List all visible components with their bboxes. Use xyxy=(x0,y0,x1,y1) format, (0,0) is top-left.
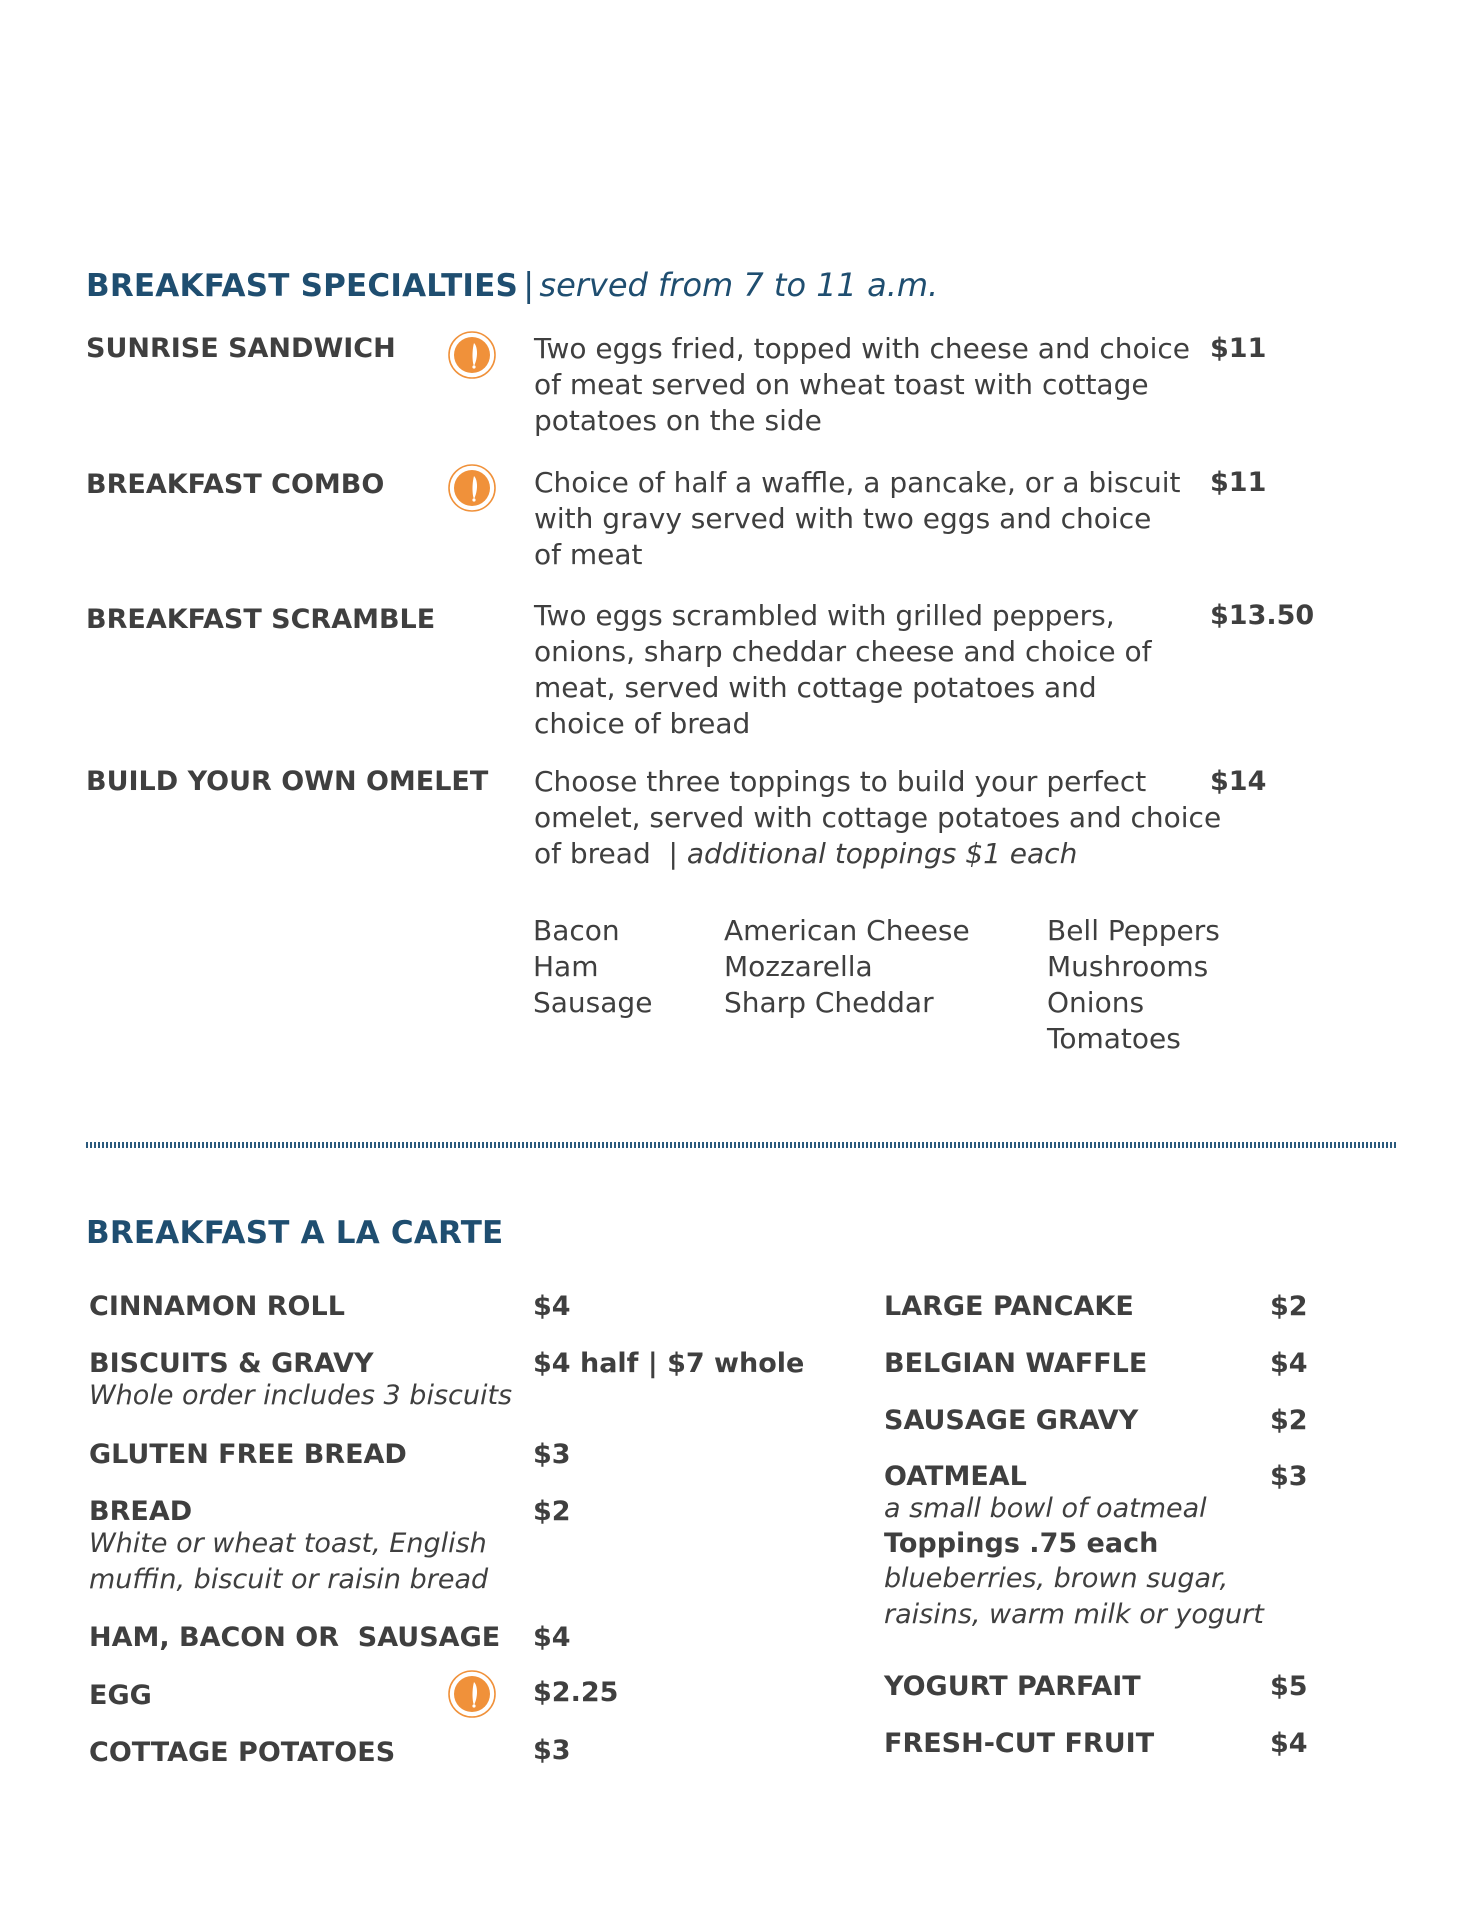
note-line: White or wheat toast, English xyxy=(89,1528,487,1559)
item-price-sausage-gravy: $2 xyxy=(1270,1405,1308,1436)
item-name-large-pancake: LARGE PANCAKE xyxy=(884,1291,1134,1322)
note-line: blueberries, brown sugar, xyxy=(884,1563,1229,1594)
item-name-oatmeal: OATMEAL xyxy=(884,1461,1027,1492)
item-name-cottage-potatoes: COTTAGE POTATOES xyxy=(89,1737,396,1768)
item-note-bread xyxy=(89,1526,488,1598)
item-name-breakfast-combo: BREAKFAST COMBO xyxy=(86,469,385,500)
desc-line: Two eggs scrambled with grilled peppers, xyxy=(534,599,1115,632)
item-price-egg: $2.25 xyxy=(533,1677,619,1708)
egg-icon xyxy=(447,330,497,380)
item-desc-build-omelet xyxy=(534,764,1221,872)
item-price-breakfast-combo: $11 xyxy=(1210,467,1267,498)
item-price-bread: $2 xyxy=(533,1496,571,1527)
topping-item: Sausage xyxy=(533,986,653,1019)
desc-line: omelet, served with cottage potatoes and choice xyxy=(534,801,1222,834)
oatmeal-toppings-label: Toppings .75 each xyxy=(884,1528,1159,1559)
item-desc-breakfast-scramble xyxy=(534,598,1152,742)
item-price-large-pancake: $2 xyxy=(1270,1291,1308,1322)
topping-item: Sharp Cheddar xyxy=(724,986,934,1019)
item-name-yogurt-parfait: YOGURT PARFAIT xyxy=(884,1671,1141,1702)
item-price-belgian-waffle: $4 xyxy=(1270,1348,1308,1379)
topping-item: Tomatoes xyxy=(1047,1022,1181,1055)
topping-item: Mushrooms xyxy=(1047,950,1209,983)
item-name-bread: BREAD xyxy=(89,1496,193,1527)
item-price-biscuits-gravy: $4 half | $7 whole xyxy=(533,1348,805,1379)
toppings-meats xyxy=(533,913,652,1021)
item-desc-breakfast-combo xyxy=(534,465,1180,573)
item-price-cottage-potatoes: $3 xyxy=(533,1735,571,1766)
note-line: raisins, warm milk or yogurt xyxy=(884,1599,1264,1630)
additional-toppings-note: additional toppings $1 each xyxy=(686,837,1078,870)
specialties-header xyxy=(86,265,938,304)
egg-icon xyxy=(447,1669,497,1719)
item-price-cinnamon-roll: $4 xyxy=(533,1291,571,1322)
item-name-biscuits-gravy: BISCUITS & GRAVY xyxy=(89,1348,374,1379)
section-subtitle-hours: served from 7 to 11 a.m. xyxy=(539,266,939,304)
title-separator: | xyxy=(523,265,535,304)
item-name-ham-bacon-sausage: HAM, BACON OR SAUSAGE xyxy=(89,1622,501,1653)
topping-item: Bacon xyxy=(533,914,620,947)
topping-item: Bell Peppers xyxy=(1047,914,1220,947)
item-name-breakfast-scramble: BREAKFAST SCRAMBLE xyxy=(86,604,436,635)
item-price-fresh-cut-fruit: $4 xyxy=(1270,1728,1308,1759)
item-price-breakfast-scramble: $13.50 xyxy=(1210,600,1315,631)
topping-item: Ham xyxy=(533,950,599,983)
item-price-ham-bacon-sausage: $4 xyxy=(533,1622,571,1653)
desc-line: Choose three toppings to build your perfect xyxy=(534,765,1147,798)
desc-line: with gravy served with two eggs and choice xyxy=(534,502,1152,535)
item-price-build-omelet: $14 xyxy=(1210,766,1267,797)
section-title-specialties: BREAKFAST SPECIALTIES xyxy=(86,268,519,304)
desc-line: of meat served on wheat toast with cottage xyxy=(534,368,1149,401)
item-note-biscuits-gravy: Whole order includes 3 biscuits xyxy=(89,1380,513,1411)
item-desc-sunrise-sandwich xyxy=(534,331,1190,439)
desc-line: choice of bread xyxy=(534,707,751,740)
egg-icon xyxy=(447,463,497,513)
item-name-gluten-free-bread: GLUTEN FREE BREAD xyxy=(89,1439,407,1470)
desc-line: Two eggs fried, topped with cheese and choice xyxy=(534,332,1191,365)
desc-line: of meat xyxy=(534,538,643,571)
item-name-belgian-waffle: BELGIAN WAFFLE xyxy=(884,1348,1148,1379)
desc-line: Choice of half a waffle, a pancake, or a biscuit xyxy=(534,466,1181,499)
section-divider xyxy=(86,1142,1398,1148)
toppings-veggies xyxy=(1047,913,1220,1057)
item-note-oatmeal: a small bowl of oatmeal xyxy=(884,1493,1207,1524)
desc-line: onions, sharp cheddar cheese and choice of xyxy=(534,635,1152,668)
desc-line: potatoes on the side xyxy=(534,404,822,437)
desc-line xyxy=(534,836,1221,872)
item-price-yogurt-parfait: $5 xyxy=(1270,1671,1308,1702)
note-line: muffin, biscuit or raisin bread xyxy=(89,1564,489,1595)
item-name-build-omelet: BUILD YOUR OWN OMELET xyxy=(86,766,489,797)
item-price-gluten-free-bread: $3 xyxy=(533,1439,571,1470)
item-name-fresh-cut-fruit: FRESH-CUT FRUIT xyxy=(884,1728,1155,1759)
item-name-sausage-gravy: SAUSAGE GRAVY xyxy=(884,1405,1139,1436)
topping-item: Mozzarella xyxy=(724,950,873,983)
item-name-sunrise-sandwich: SUNRISE SANDWICH xyxy=(86,333,396,364)
item-name-egg: EGG xyxy=(89,1680,152,1711)
topping-item: American Cheese xyxy=(724,914,970,947)
item-price-sunrise-sandwich: $11 xyxy=(1210,333,1267,364)
toppings-cheeses xyxy=(724,913,970,1021)
desc-line: meat, served with cottage potatoes and xyxy=(534,671,1097,704)
oatmeal-toppings-list xyxy=(884,1561,1264,1633)
section-title-alacarte: BREAKFAST A LA CARTE xyxy=(86,1215,504,1251)
topping-item: Onions xyxy=(1047,986,1145,1019)
desc-text: of bread | xyxy=(534,837,687,870)
item-name-cinnamon-roll: CINNAMON ROLL xyxy=(89,1291,345,1322)
item-price-oatmeal: $3 xyxy=(1270,1461,1308,1492)
